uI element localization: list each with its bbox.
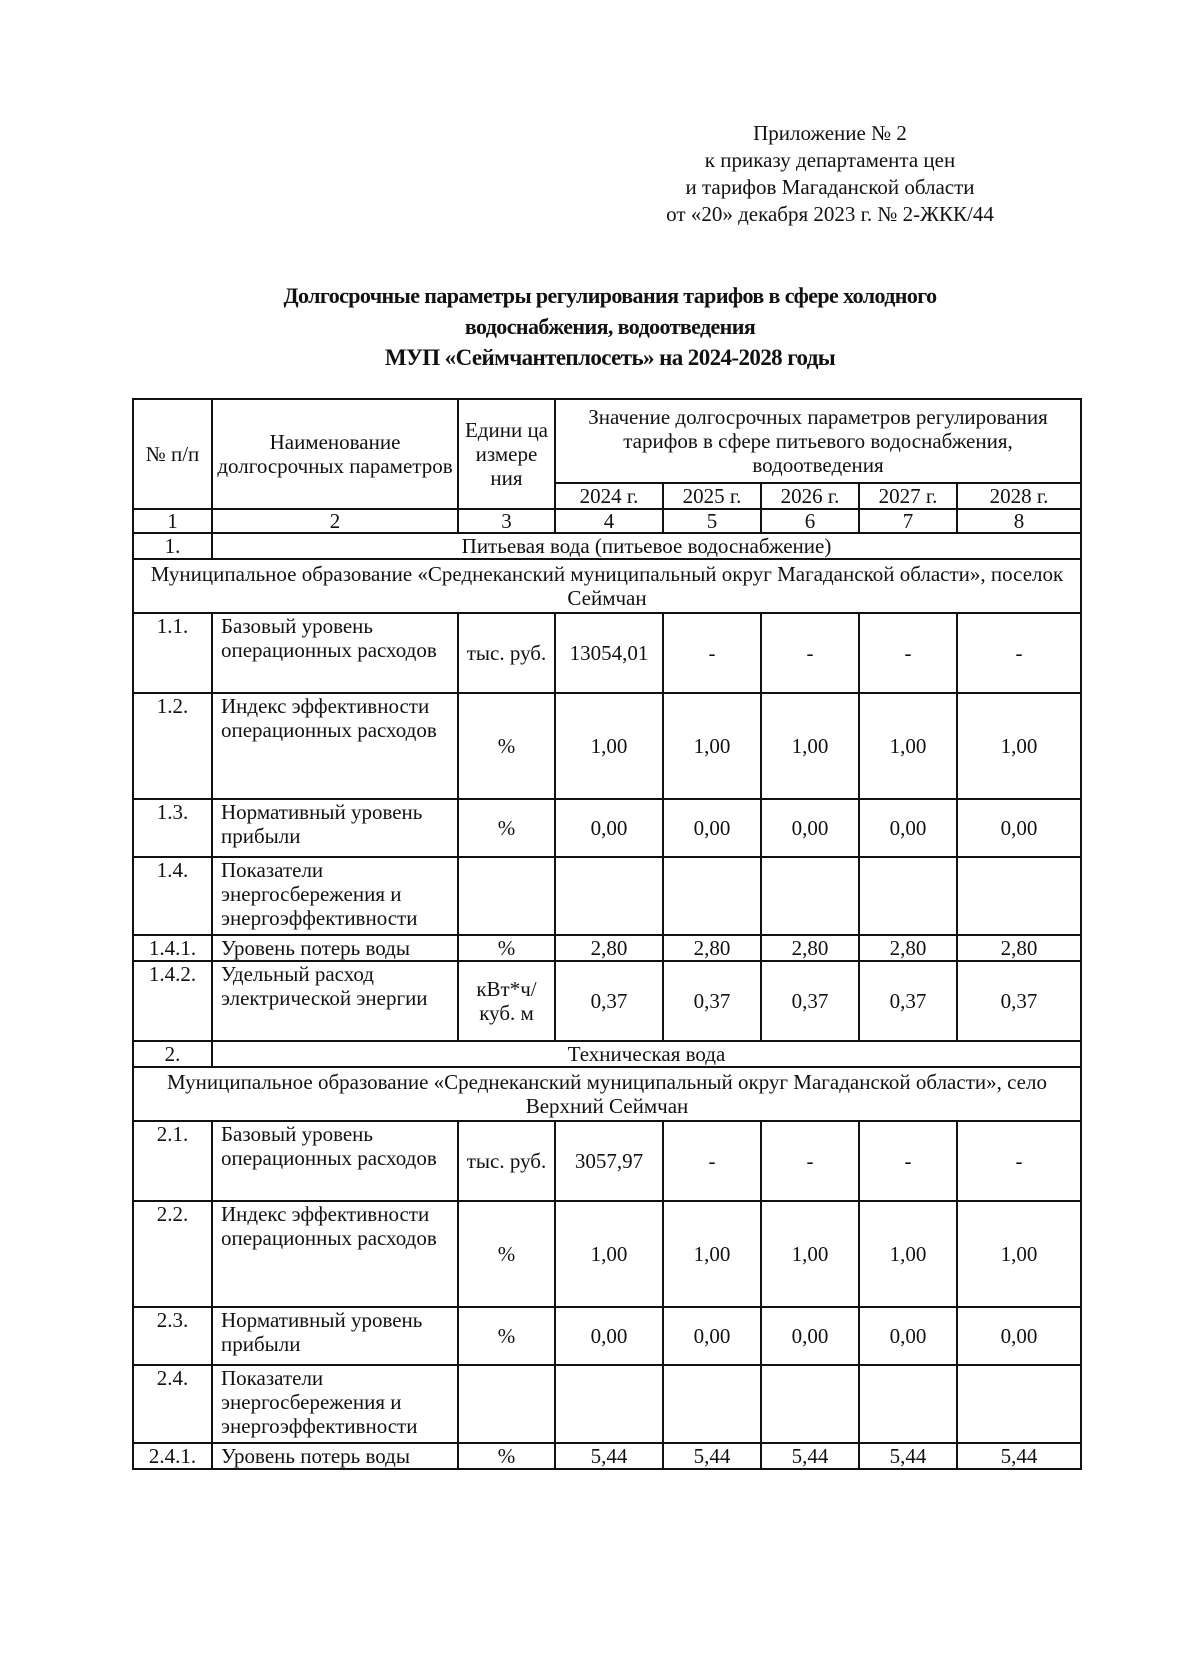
value-2025: 5,44 (663, 1443, 761, 1469)
appendix-header (600, 120, 1060, 228)
parameter-unit: % (458, 1443, 555, 1469)
table-row (133, 1201, 1081, 1307)
header-col-values: Значение долгосрочных параметров регулирования тарифов в сфере питьевого водоснабжения, водоотведения (555, 399, 1081, 483)
parameter-name: Уровень потерь воды (212, 1443, 458, 1469)
value-2026: 5,44 (761, 1443, 859, 1469)
appendix-line-3: и тарифов Магаданской области (685, 175, 975, 199)
value-2028: 2,80 (957, 935, 1081, 961)
value-2028: 5,44 (957, 1443, 1081, 1469)
value-2026 (761, 857, 859, 935)
parameter-name: Нормативный уровень прибыли (212, 799, 458, 857)
parameter-name: Показатели энергосбережения и энергоэффективности (212, 1365, 458, 1443)
municipality-name: Муниципальное образование «Среднеканский муниципальный округ Магаданской области», поселок Сеймчан (133, 559, 1081, 613)
value-2026: 0,37 (761, 961, 859, 1041)
value-2026: - (761, 1121, 859, 1201)
header-year-2026: 2026 г. (761, 483, 859, 509)
parameter-unit: % (458, 1307, 555, 1365)
value-2024: 1,00 (555, 1201, 663, 1307)
value-2024: 1,00 (555, 693, 663, 799)
parameter-name: Базовый уровень операционных расходов (212, 1121, 458, 1201)
parameter-unit: % (458, 935, 555, 961)
municipality-name: Муниципальное образование «Среднеканский муниципальный округ Магаданской области», село Верхний Сеймчан (133, 1067, 1081, 1121)
row-number: 1.4.1. (133, 935, 212, 961)
value-2025: 0,37 (663, 961, 761, 1041)
value-2024: 0,00 (555, 1307, 663, 1365)
column-index: 4 (555, 509, 663, 533)
parameter-unit: % (458, 799, 555, 857)
value-2027 (859, 1365, 957, 1443)
value-2024: 3057,97 (555, 1121, 663, 1201)
value-2026: 0,00 (761, 1307, 859, 1365)
value-2027 (859, 857, 957, 935)
municipality-row (133, 559, 1081, 613)
header-year-2028: 2028 г. (957, 483, 1081, 509)
column-index: 1 (133, 509, 212, 533)
row-number: 1.4. (133, 857, 212, 935)
parameter-unit: кВт*ч/ куб. м (458, 961, 555, 1041)
parameter-name: Индекс эффективности операционных расходов (212, 693, 458, 799)
value-2025 (663, 1365, 761, 1443)
column-index: 3 (458, 509, 555, 533)
row-number: 2.4. (133, 1365, 212, 1443)
municipality-row (133, 1067, 1081, 1121)
column-index: 2 (212, 509, 458, 533)
column-index: 8 (957, 509, 1081, 533)
row-number: 2.3. (133, 1307, 212, 1365)
value-2025: - (663, 613, 761, 693)
value-2028: 1,00 (957, 693, 1081, 799)
value-2026: 0,00 (761, 799, 859, 857)
value-2024: 13054,01 (555, 613, 663, 693)
value-2025 (663, 857, 761, 935)
header-year-2027: 2027 г. (859, 483, 957, 509)
header-col-num: № п/п (133, 399, 212, 509)
parameter-name: Удельный расход электрической энергии (212, 961, 458, 1041)
parameter-unit: % (458, 693, 555, 799)
value-2026: 1,00 (761, 693, 859, 799)
section-title: Питьевая вода (питьевое водоснабжение) (212, 533, 1081, 559)
value-2028 (957, 857, 1081, 935)
parameter-unit: тыс. руб. (458, 1121, 555, 1201)
value-2027: - (859, 1121, 957, 1201)
value-2025: 0,00 (663, 799, 761, 857)
value-2026: - (761, 613, 859, 693)
header-col-unit: Едини ца измере ния (458, 399, 555, 509)
section-num: 2. (133, 1041, 212, 1067)
section-title: Техническая вода (212, 1041, 1081, 1067)
row-number: 2.4.1. (133, 1443, 212, 1469)
value-2025: 0,00 (663, 1307, 761, 1365)
parameter-name: Показатели энергосбережения и энергоэффективности (212, 857, 458, 935)
table-row (133, 961, 1081, 1041)
value-2027: - (859, 613, 957, 693)
value-2028: 0,37 (957, 961, 1081, 1041)
value-2028 (957, 1365, 1081, 1443)
row-number: 2.1. (133, 1121, 212, 1201)
value-2025: - (663, 1121, 761, 1201)
value-2027: 0,00 (859, 799, 957, 857)
table-row (133, 1365, 1081, 1443)
value-2024: 5,44 (555, 1443, 663, 1469)
header-col-name: Наименование долгосрочных параметров (212, 399, 458, 509)
appendix-line-2: к приказу департамента цен (704, 148, 956, 172)
value-2025: 2,80 (663, 935, 761, 961)
column-index: 7 (859, 509, 957, 533)
value-2028: 1,00 (957, 1201, 1081, 1307)
value-2028: 0,00 (957, 799, 1081, 857)
value-2027: 0,37 (859, 961, 957, 1041)
parameter-unit: % (458, 1201, 555, 1307)
value-2024: 2,80 (555, 935, 663, 961)
row-number: 1.2. (133, 693, 212, 799)
parameter-unit: тыс. руб. (458, 613, 555, 693)
parameter-name: Индекс эффективности операционных расходов (212, 1201, 458, 1307)
table-row (133, 1121, 1081, 1201)
column-index: 5 (663, 509, 761, 533)
parameter-unit (458, 1365, 555, 1443)
value-2028: 0,00 (957, 1307, 1081, 1365)
table-row (133, 1307, 1081, 1365)
value-2028: - (957, 1121, 1081, 1201)
value-2025: 1,00 (663, 1201, 761, 1307)
column-index: 6 (761, 509, 859, 533)
value-2024 (555, 857, 663, 935)
document-title (60, 280, 1160, 373)
value-2024: 0,37 (555, 961, 663, 1041)
value-2027: 0,00 (859, 1307, 957, 1365)
value-2027: 1,00 (859, 693, 957, 799)
value-2027: 1,00 (859, 1201, 957, 1307)
table-row (133, 935, 1081, 961)
section-row (133, 533, 1081, 559)
value-2026: 1,00 (761, 1201, 859, 1307)
parameter-name: Нормативный уровень прибыли (212, 1307, 458, 1365)
value-2024 (555, 1365, 663, 1443)
value-2028: - (957, 613, 1081, 693)
table-row (133, 857, 1081, 935)
appendix-line-4: от «20» декабря 2023 г. № 2-ЖКК/44 (666, 202, 994, 226)
row-number: 1.1. (133, 613, 212, 693)
table-row (133, 1443, 1081, 1469)
parameter-name: Базовый уровень операционных расходов (212, 613, 458, 693)
table-row (133, 799, 1081, 857)
title-line-3: МУП «Сеймчантеплосеть» на 2024-2028 годы (384, 345, 836, 370)
parameter-unit (458, 857, 555, 935)
section-num: 1. (133, 533, 212, 559)
row-number: 2.2. (133, 1201, 212, 1307)
table-row (133, 693, 1081, 799)
column-index-row (133, 509, 1081, 533)
row-number: 1.3. (133, 799, 212, 857)
header-year-2025: 2025 г. (663, 483, 761, 509)
row-number: 1.4.2. (133, 961, 212, 1041)
value-2027: 5,44 (859, 1443, 957, 1469)
value-2026 (761, 1365, 859, 1443)
parameter-name: Уровень потерь воды (212, 935, 458, 961)
title-line-2: водоснабжения, водоотведения (464, 314, 756, 339)
value-2024: 0,00 (555, 799, 663, 857)
value-2027: 2,80 (859, 935, 957, 961)
title-line-1: Долгосрочные параметры регулирования тарифов в сфере холодного (283, 283, 937, 308)
section-row (133, 1041, 1081, 1067)
parameters-table (132, 398, 1082, 1470)
appendix-line-1: Приложение № 2 (753, 121, 907, 145)
header-year-2024: 2024 г. (555, 483, 663, 509)
table-row (133, 613, 1081, 693)
value-2025: 1,00 (663, 693, 761, 799)
value-2026: 2,80 (761, 935, 859, 961)
